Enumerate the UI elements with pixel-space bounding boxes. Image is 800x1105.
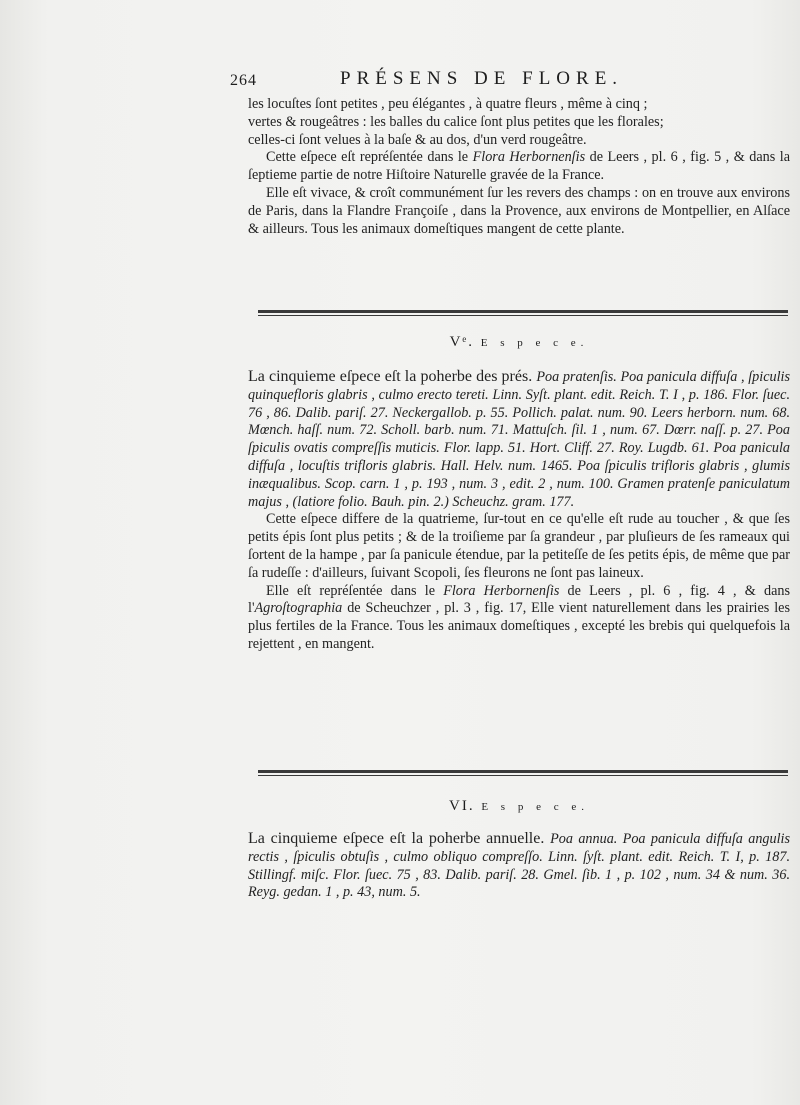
section-5-heading	[248, 334, 790, 351]
section-5-text	[248, 368, 790, 654]
intro-paragraph-2	[248, 149, 790, 185]
section-divider-1	[258, 310, 788, 313]
section-6-heading	[248, 798, 790, 815]
section-5-paragraph-1	[248, 368, 790, 511]
section-5-word: E s p e c e.	[480, 337, 589, 349]
intro-line-2: vertes & rougeâtres : les balles du calice ſont plus petites que les florales;	[248, 113, 664, 130]
section-5-latin: Poa pratenſis. Poa panicula diffuſa , ſpiculis quinquefloris glabris , culmo erecto tereti. Linn. Syſt. plant. edit. Reich. T. I , p. 186. Flor. ſuec. 76 , 86. Dalib. pariſ. 27. Neckergallob. p. 55. Pollich. palat. num. 90. Leers herborn. num. 68. Mœnch. haſſ. num. 72. Scholl. barb. num. 71. Mattuſch. ſil. 1 , num. 67. Dœrr. naſſ. p. 27. Poa ſpiculis ovatis compreſſis muticis. Flor. lapp. 51. Hort. Cliff. 27. Roy. Lugdb. 61. Poa panicula diffuſa , locuſtis trifloris glabris. Hall. Helv. num. 1465. Poa ſpiculis trifloris glabris , glumis inæqualibus. Scop. carn. 1 , p. 193 , num. 3 , edit. 2 , num. 100. Gramen pratenſe paniculatum majus , (latiore folio. Bauh. pin. 2.) Scheuchz. gram. 177.	[248, 369, 791, 510]
section-6-lead: La cinquieme eſpece eſt la poherbe annuelle.	[248, 830, 551, 847]
section-5-lead: La cinquieme eſpece eſt la poherbe des prés.	[248, 368, 537, 385]
running-title: PRÉSENS DE FLORE.	[340, 68, 624, 89]
section-6-text	[248, 830, 790, 902]
section-6-paragraph-1	[248, 830, 790, 902]
intro-line-1: les locuſtes ſont petites , peu élégantes , à quatre fleurs , même à cinq ;	[248, 96, 648, 112]
intro-line-3: celles-ci ſont velues à la baſe & au dos, d'un verd rougeâtre.	[248, 131, 587, 148]
section-6-word: E s p e c e.	[481, 801, 589, 813]
section-divider-2	[258, 770, 788, 773]
intro-paragraph-1	[248, 96, 790, 149]
intro-p2-text-a: Cette eſpece eſt repréſentée dans le	[266, 149, 473, 166]
page-number: 264	[230, 72, 257, 89]
section-6-latin: Poa annua. Poa panicula diffuſa angulis rectis , ſpiculis obtuſis , culmo obliquo compreſſo. Linn. ſyſt. plant. edit. Reich. T. I, p. 187. Stillingf. miſc. Flor. ſuec. 75 , 83. Dalib. pariſ. 28. Gmel. ſib. 1 , p. 102 , num. 34 & num. 36. Reyg. gedan. 1 , p. 43, num. 5.	[248, 831, 791, 901]
intro-p2-flora: Flora Herbornenſis	[472, 149, 586, 166]
section-5-paragraph-2: Cette eſpece differe de la quatrieme, ſur-tout en ce qu'elle eſt rude au toucher , & que ſes petits épis ſont plus petits ; & de la troiſieme par ſa grandeur , par pluſieurs de ſes rameaux qui ſortent de la hampe , par ſa panicule étendue, par la petiteſſe de ſes petits épis, de même que par ſa rudeſſe : d'ailleurs, ſuivant Scopoli, ſes fleurons ne ſont pas laineux.	[248, 511, 790, 581]
section-5-p3-flora: Flora Herbornenſis	[443, 582, 560, 599]
section-5-p3-agro: Agroſtographia	[254, 600, 343, 617]
section-5-paragraph-3	[248, 583, 790, 654]
section-5-p3-b: de Leers , pl. 6 , fig. 4 , & dans l'	[248, 582, 791, 617]
intro-paragraph-3: Elle eſt vivace, & croît communément ſur les revers des champs : on en trouve aux environs de Paris, dans la Flandre Françoiſe , dans la Provence, aux environs de Montpellier, en Alſace & ailleurs. Tous les animaux domeſtiques mangent de cette plante.	[248, 184, 790, 237]
section-5-p3-a: Elle eſt repréſentée dans le	[266, 582, 444, 599]
intro-text	[248, 96, 790, 238]
page-header	[230, 68, 790, 94]
section-5-p3-c: de Scheuchzer , pl. 3 , fig. 17, Elle vient naturellement dans les prairies les plus fertiles de la France. Tous les animaux domeſtiques , excepté les brebis qui quelquefois la rejettent , en mangent.	[248, 600, 790, 652]
intro-p2-text-b: de Leers , pl. 6 , fig. 5 , & dans la ſeptieme partie de notre Hiſtoire Naturelle gravée de la France.	[248, 149, 790, 184]
section-6-numeral: VI.	[449, 798, 475, 814]
section-5-numeral: Vᵉ.	[449, 334, 475, 350]
